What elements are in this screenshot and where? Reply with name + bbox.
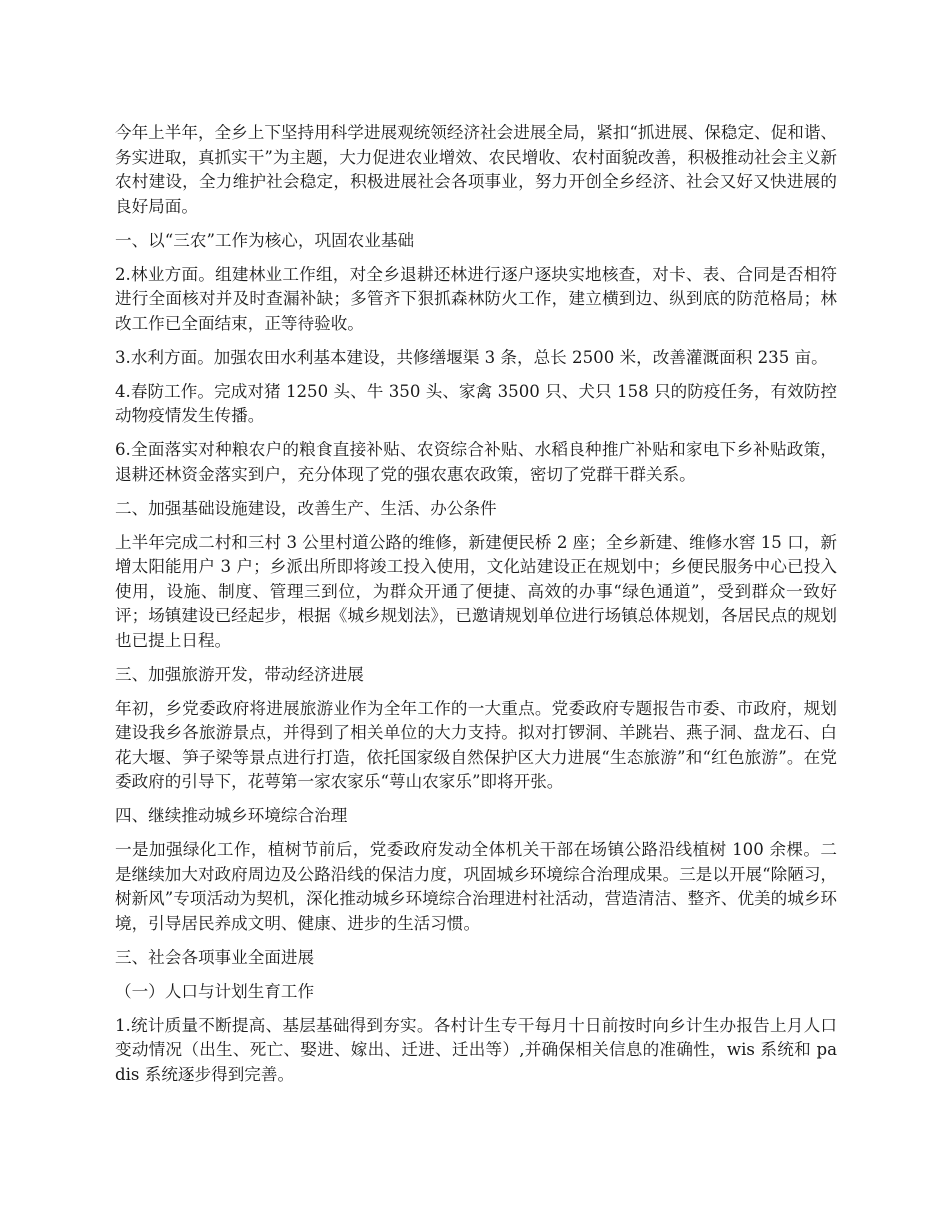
paragraph-tourism: 年初，乡党委政府将进展旅游业作为全年工作的一大重点。党委政府专题报告市委、市政府，规划建设我乡各旅游景点，并得到了相关单位的大力支持。拟对打锣洞、羊跳岩、燕子洞、盘龙石、白花大堰、笋子梁等景点进行打造，依托国家级自然保护区大力进展“生态旅游”和“红色旅游”。在党委政府的引导下，花萼第一家农家乐“萼山农家乐”即将开张。 (115, 698, 837, 791)
section-heading-infrastructure: 二、加强基础设施建设，改善生产、生活、办公条件 (115, 498, 497, 518)
section-heading-environment: 四、继续推动城乡环境综合治理 (115, 806, 348, 825)
section-heading-tourism: 三、加强旅游开发，带动经济进展 (115, 664, 364, 684)
paragraph-water-conservancy: 3.水利方面。加强农田水利基本建设，共修缮堰渠 3 条，总长 2500 米，改善灌溉面积 235 亩。 (115, 347, 828, 367)
paragraph-statistics-quality: 1.统计质量不断提高、基层基础得到夯实。各村计生专干每月十日前按时向乡计生办报告上月人口变动情况（出生、死亡、娶进、嫁出、迁进、迁出等）,并确保相关信息的准确性，wis 系统和 padis 系统逐步得到完善。 (115, 1015, 837, 1084)
subsection-heading-family-planning: （一）人口与计划生育工作 (115, 981, 315, 1001)
paragraph-infrastructure: 上半年完成二村和三村 3 公里村道公路的维修，新建便民桥 2 座；全乡新建、维修水窖 15 口，新增太阳能用户 3 户；乡派出所即将竣工投入使用，文化站建设正在规划中；乡便民服务中心已投入使用，设施、制度、管理三到位，为群众开通了便捷、高效的办事“绿色通道”，受到群众一致好评；场镇建设已经起步，根据《城乡规划法》，已邀请规划单位进行场镇总体规划，各居民点的规划也已提上日程。 (115, 532, 837, 650)
paragraph-spring-prevention: 4.春防工作。完成对猪 1250 头、牛 350 头、家禽 3500 只、犬只 158 只的防疫任务，有效防控动物疫情发生传播。 (115, 381, 837, 425)
paragraph-environment: 一是加强绿化工作，植树节前后，党委政府发动全体机关干部在场镇公路沿线植树 100 余棵。二是继续加大对政府周边及公路沿线的保洁力度，巩固城乡环境综合治理成果。三是以开展“除陋习，树新风”专项活动为契机，深化推动城乡环境综合治理进村社活动，营造清洁、整齐、优美的城乡环境，引导居民养成文明、健康、进步的生活习惯。 (115, 840, 838, 933)
paragraph-forestry: 2.林业方面。组建林业工作组，对全乡退耕还林进行逐户逐块实地核查，对卡、表、合同是否相符进行全面核对并及时查漏补缺；多管齐下狠抓森林防火工作，建立横到边、纵到底的防范格局；林改工作已全面结束，正等待验收。 (115, 264, 837, 333)
paragraph-subsidy-policy: 6.全面落实对种粮农户的粮食直接补贴、农资综合补贴、水稻良种推广补贴和家电下乡补贴政策，退耕还林资金落实到户，充分体现了党的强农惠农政策，密切了党群干群关系。 (115, 440, 837, 484)
section-heading-agriculture: 一、以“三农”工作为核心，巩固农业基础 (115, 230, 415, 250)
section-heading-social-affairs: 三、社会各项事业全面进展 (115, 947, 315, 967)
document-body (115, 121, 837, 1097)
intro-paragraph: 今年上半年，全乡上下坚持用科学进展观统领经济社会进展全局，紧扣“抓进展、保稳定、促和谐、务实进取，真抓实干”为主题，大力促进农业增效、农民增收、农村面貌改善，积极推动社会主义新农村建设，全力维护社会稳定，积极进展社会各项事业，努力开创全乡经济、社会又好又快进展的良好局面。 (115, 123, 838, 216)
